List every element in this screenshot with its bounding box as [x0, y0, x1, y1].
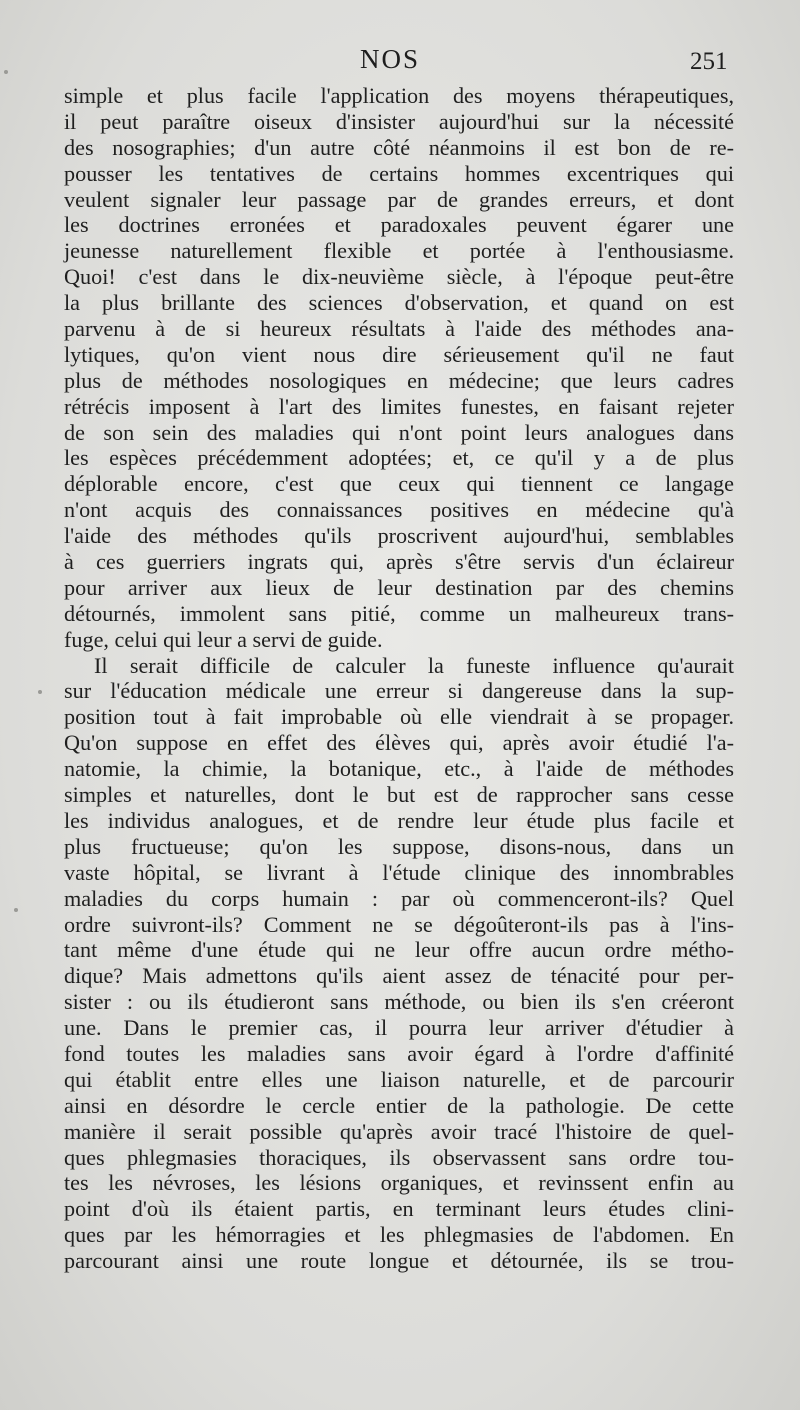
text-line: les espèces précédemment adoptées; et, ce qu'il y a de plus: [64, 445, 734, 471]
text-line: ordre suivront-ils? Comment ne se dégoûteront-ils pas à l'ins-: [64, 911, 734, 937]
text-line: lytiques, qu'on vient nous dire sérieusement qu'il ne faut: [64, 341, 734, 367]
text-line: point d'où ils étaient partis, en terminant leurs études clini-: [64, 1196, 734, 1222]
text-line: veulent signaler leur passage par de grandes erreurs, et dont: [64, 186, 734, 212]
text-line: rétrécis imposent à l'art des limites funestes, en faisant rejeter: [64, 393, 734, 419]
text-line: les doctrines erronées et paradoxales peuvent égarer une: [64, 212, 734, 238]
text-line: la plus brillante des sciences d'observation, et quand on est: [64, 290, 734, 316]
text-line: plus de méthodes nosologiques en médecine; que leurs cadres: [64, 367, 734, 393]
text-line: les individus analogues, et de rendre leur étude plus facile et: [64, 807, 734, 833]
text-line: à ces guerriers ingrats qui, après s'être servis d'un éclaireur: [64, 549, 734, 575]
text-line: l'aide des méthodes qu'ils proscrivent aujourd'hui, semblables: [64, 523, 734, 549]
text-line: vaste hôpital, se livrant à l'étude clinique des innombrables: [64, 859, 734, 885]
text-line: ques par les hémorragies et les phlegmasies de l'abdomen. En: [64, 1222, 734, 1248]
paper-speck: [14, 908, 18, 912]
text-line: ques phlegmasies thoraciques, ils observassent sans ordre tou-: [64, 1144, 734, 1170]
text-line: position tout à fait improbable où elle viendrait à se propager.: [64, 704, 734, 730]
text-line: pousser les tentatives de certains hommes excentriques qui: [64, 160, 734, 186]
text-line: tes les névroses, les lésions organiques, et revinssent enfin au: [64, 1170, 734, 1196]
running-head: [0, 44, 800, 84]
text-line: Quoi! c'est dans le dix-neuvième siècle, à l'époque peut-être: [64, 264, 734, 290]
text-line: fuge, celui qui leur a servi de guide.: [64, 626, 383, 652]
paragraph-1: [64, 83, 734, 653]
text-line: sister : ou ils étudieront sans méthode, ou bien ils s'en créeront: [64, 989, 734, 1015]
body-text: [64, 83, 734, 1274]
text-line: manière il serait possible qu'après avoir tracé l'histoire de quel-: [64, 1118, 734, 1144]
text-line: détournés, immolent sans pitié, comme un malheureux trans-: [64, 600, 734, 626]
text-line: il peut paraître oiseux d'insister aujourd'hui sur la nécessité: [64, 108, 734, 134]
text-line: des nosographies; d'un autre côté néanmoins il est bon de re-: [64, 134, 734, 160]
text-line: parvenu à de si heureux résultats à l'aide des méthodes ana-: [64, 316, 734, 342]
running-head-title: NOS: [360, 44, 421, 74]
text-line: déplorable encore, c'est que ceux qui tiennent ce langage: [64, 471, 734, 497]
text-line: sur l'éducation médicale une erreur si dangereuse dans la sup-: [64, 678, 734, 704]
paper-speck: [38, 690, 42, 694]
text-line: simple et plus facile l'application des moyens thérapeutiques,: [64, 83, 734, 108]
text-line: dique? Mais admettons qu'ils aient assez de ténacité pour per-: [64, 963, 734, 989]
text-line: Qu'on suppose en effet des élèves qui, après avoir étudié l'a-: [64, 730, 734, 756]
text-line: simples et naturelles, dont le but est de rapprocher sans cesse: [64, 782, 734, 808]
page-number: 251: [690, 48, 728, 75]
text-line: pour arriver aux lieux de leur destination par des chemins: [64, 574, 734, 600]
text-line: ainsi en désordre le cercle entier de la pathologie. De cette: [64, 1092, 734, 1118]
paragraph-2: [64, 653, 734, 1274]
text-line: n'ont acquis des connaissances positives en médecine qu'à: [64, 497, 734, 523]
text-line: tant même d'une étude qui ne leur offre aucun ordre métho-: [64, 937, 734, 963]
text-line: natomie, la chimie, la botanique, etc., à l'aide de méthodes: [64, 756, 734, 782]
text-line: jeunesse naturellement flexible et portée à l'enthousiasme.: [64, 238, 734, 264]
text-line: de son sein des maladies qui n'ont point leurs analogues dans: [64, 419, 734, 445]
text-line: Il serait difficile de calculer la funeste influence qu'aurait: [94, 652, 734, 678]
text-line: une. Dans le premier cas, il pourra leur arriver d'étudier à: [64, 1015, 734, 1041]
text-line: parcourant ainsi une route longue et détournée, ils se trou-: [64, 1248, 734, 1274]
text-line: qui établit entre elles une liaison naturelle, et de parcourir: [64, 1066, 734, 1092]
text-line: maladies du corps humain : par où commenceront-ils? Quel: [64, 885, 734, 911]
text-line: fond toutes les maladies sans avoir égard à l'ordre d'affinité: [64, 1040, 734, 1066]
text-line: plus fructueuse; qu'on les suppose, disons-nous, dans un: [64, 833, 734, 859]
